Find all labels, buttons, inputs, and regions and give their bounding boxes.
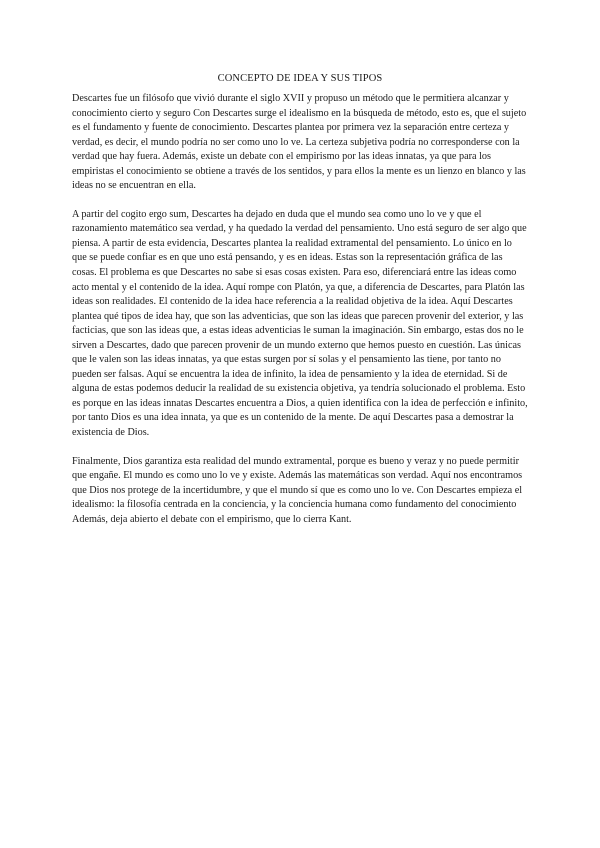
document-title: CONCEPTO DE IDEA Y SUS TIPOS [217,73,383,84]
paragraph-3: Finalmente, Dios garantiza esta realidad del mundo extramental, porque es bueno y veraz y no puede permitir que engañe. El mundo es como uno lo ve y existe. Además las matemáticas son verdad. Aquí nos encontramos que Dios nos protege de la incertidumbre, y que el mundo sí que es como uno lo ve. Con Descartes empieza el idealismo: la filosofía centrada en la conciencia, y la conciencia humana como fundamento del conocimiento Además, deja abierto el debate con el empirismo, que lo cierra Kant. [72,455,523,525]
paragraph-2: A partir del cogito ergo sum, Descartes ha dejado en duda que el mundo sea como uno lo ve y que el razonamiento matemático sea verdad, y ha quedado la verdad del pensamiento. Uno está seguro de ser algo que piensa. A partir de esta evidencia, Descartes plantea la realidad extramental del pensamiento. Lo único en lo que se puede confiar es en que uno está pensando, y es en ideas. Estas son la representación gráfica de las cosas. El problema es que Descartes no sabe si esas cosas existen. Para eso, diferenciará entre las ideas como acto mental y el contenido de la idea. Aquí rompe con Platón, ya que, a diferencia de Descartes, para Platón las ideas son realidades. El contenido de la idea hace referencia a la realidad objetiva de la idea. Aquí Descartes plantea qué tipos de idea hay, que son las adventicias, que son las ideas que parecen provenir del exterior, y las facticias, que son las ideas que, a estas ideas adventicias le suman la imaginación. Sin embargo, estas dos no le sirven a Descartes, dado que parecen provenir de un mundo externo que hemos puesto en cuestión. Las únicas que le valen son las ideas innatas, ya que estas surgen por sí solas y el pensamiento las tiene, por tanto no pueden ser falsas. Aquí se encuentra la idea de infinito, la idea de pensamiento y la idea de eternidad. Si de alguna de estas podemos deducir la realidad de su existencia objetiva, ya tendría solucionado el problema. Esto es porque en las ideas innatas Descartes encuentra a Dios, a quien identifica con la idea de perfección e infinito, por tanto Dios es una idea innata, ya que es un contenido de la mente. De aquí Descartes pasa a demostrar la existencia de Dios. [72,208,528,439]
paragraph-1: Descartes fue un filósofo que vivió durante el siglo XVII y propuso un método que le permitiera alcanzar y conocimiento cierto y seguro Con Descartes surge el idealismo en la búsqueda de método, esto es, que el sujeto es el fundamento y fuente de conocimiento. Descartes plantea por primera vez la separación entre certeza y verdad, es decir, el mundo podría no ser como uno lo ve. La certeza subjetiva podría no corresponderse con la verdad que hay fuera. Además, existe un debate con el empirismo por las ideas innatas, ya que para los empiristas el conocimiento se obtiene a través de los sentidos, y para ellos la mente es un lienzo en blanco y las ideas no se encuentran en ella. [72,93,527,192]
document-page [72,72,528,541]
